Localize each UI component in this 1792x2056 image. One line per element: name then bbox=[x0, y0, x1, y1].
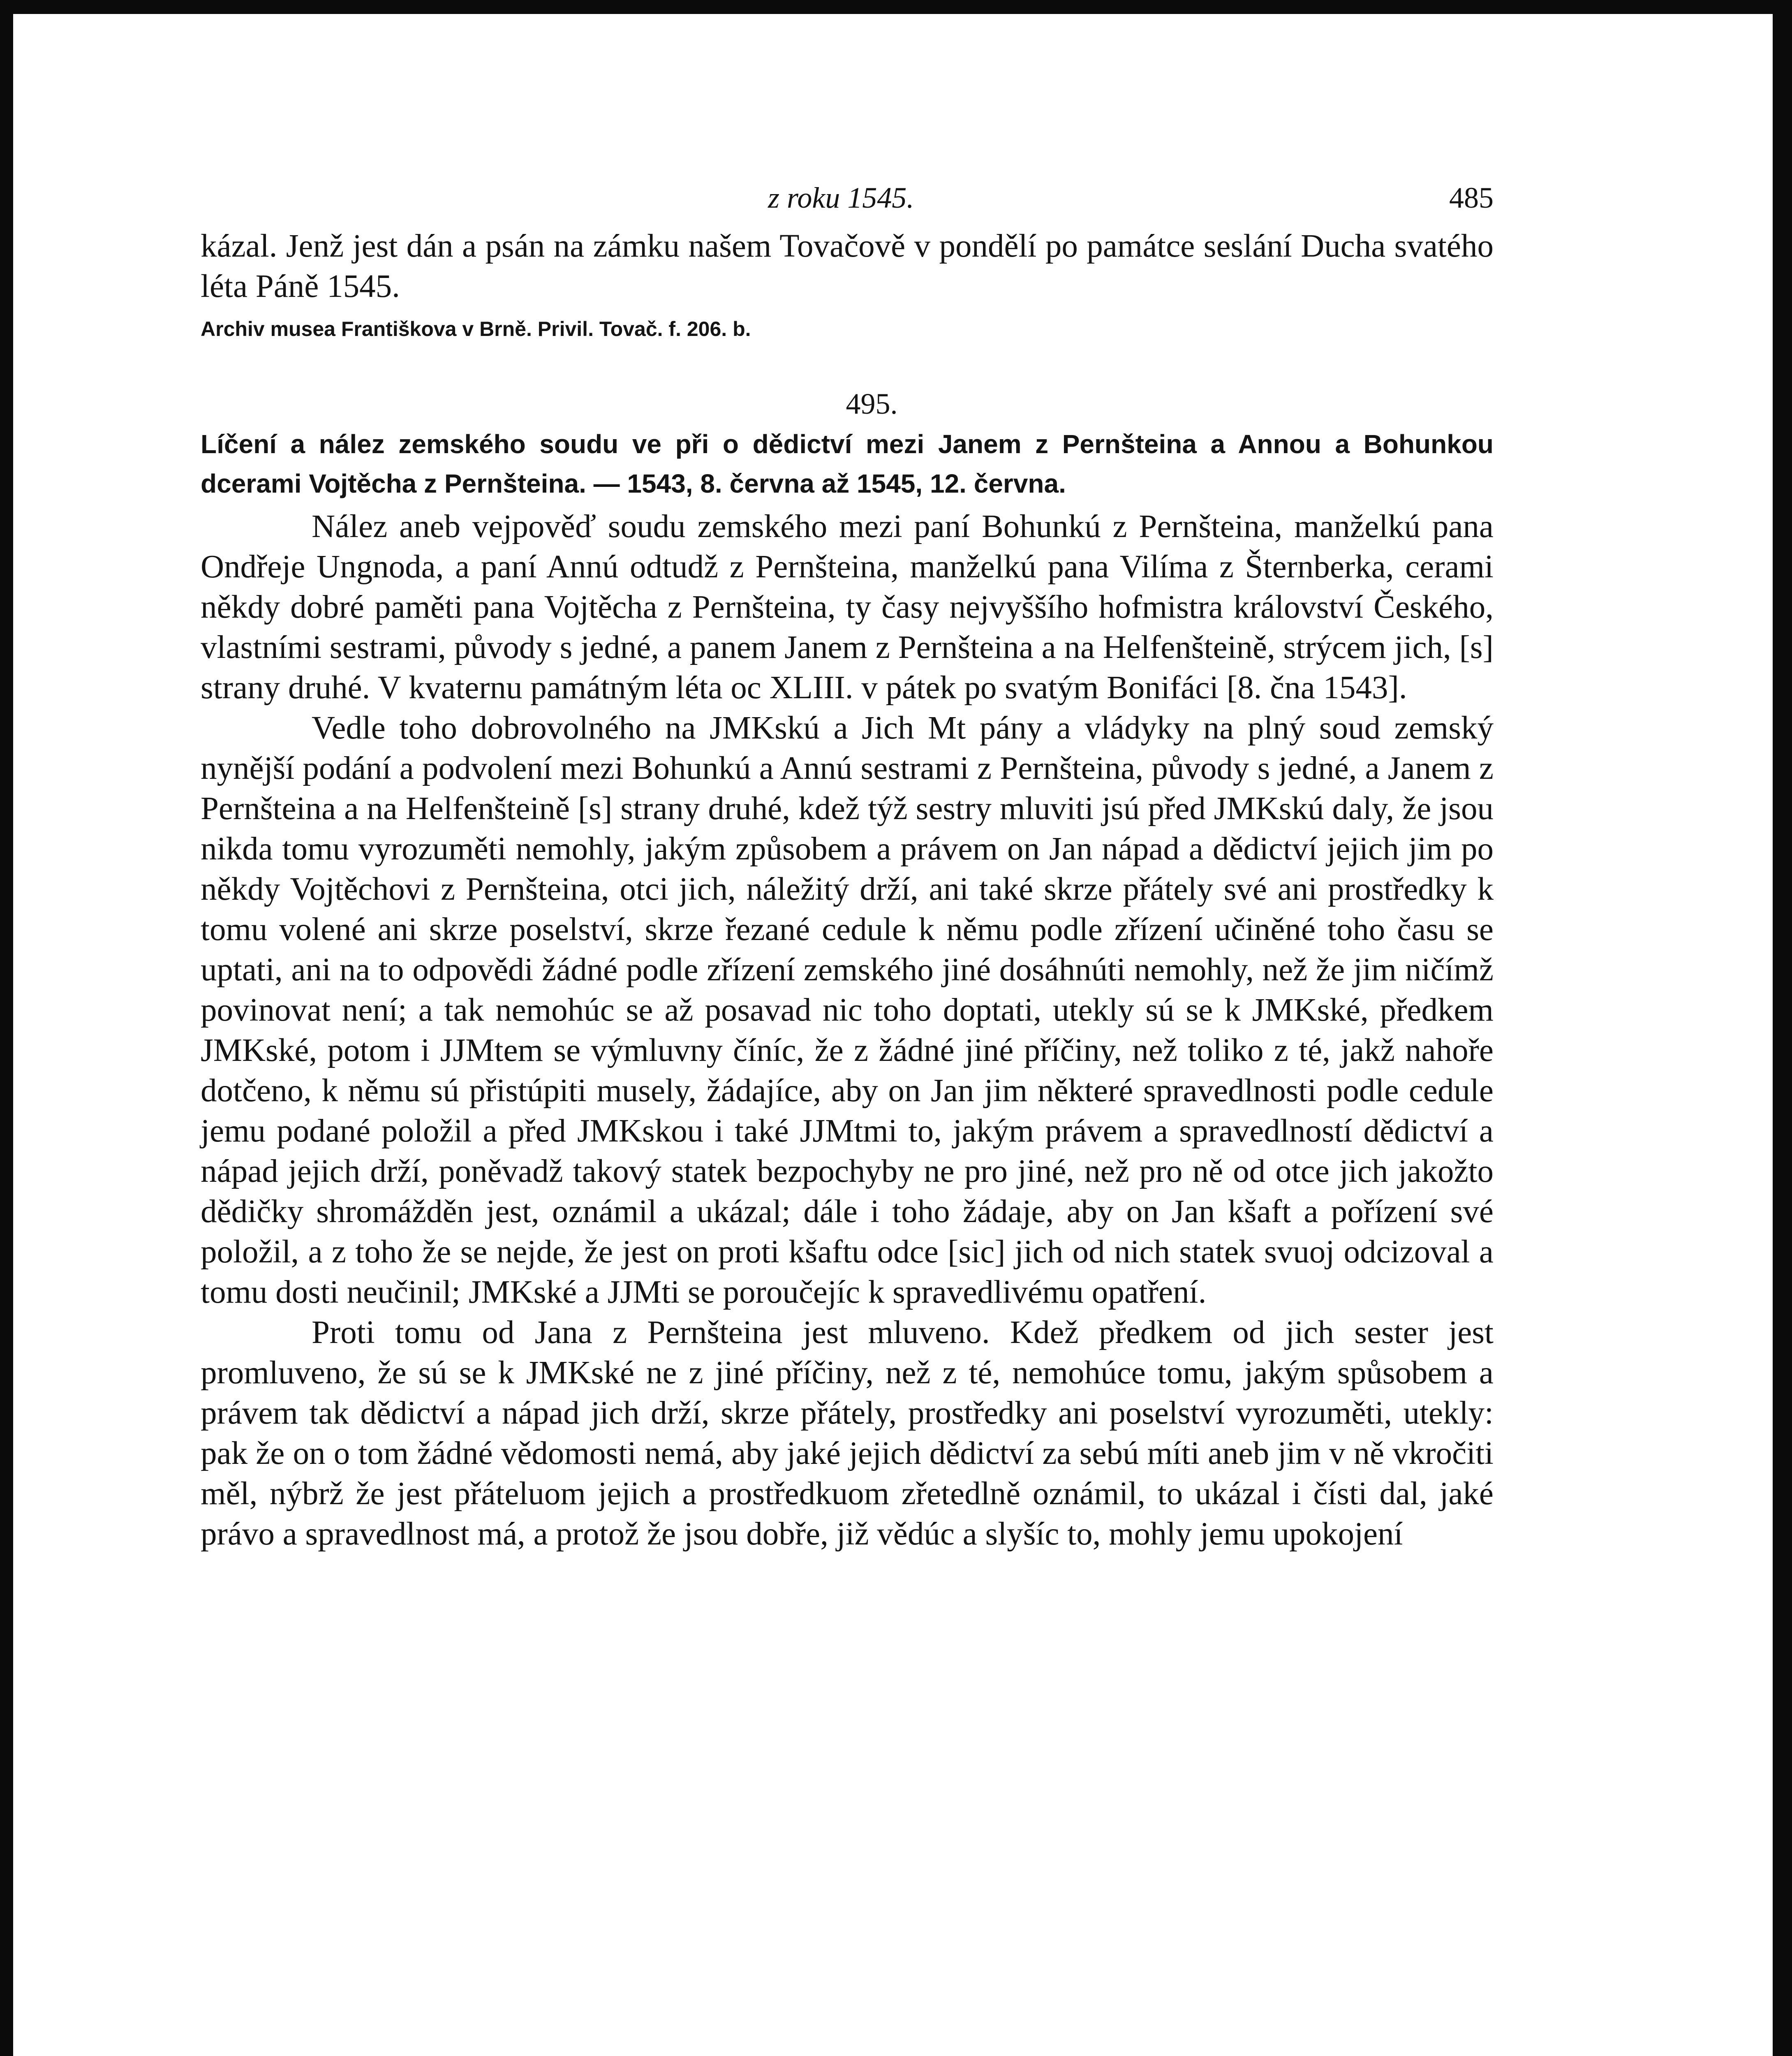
scan-border-right bbox=[1773, 0, 1792, 2056]
scan-border-left bbox=[0, 0, 13, 2056]
source-note: Archiv musea Františkova v Brně. Privil. Tovač. f. 206. b. bbox=[201, 317, 751, 340]
page-content bbox=[201, 181, 1494, 1554]
body-paragraph: Proti tomu od Jana z Pernšteina jest mluveno. Kdež předkem od jich sester jest promluveno, že sú se k JMKské ne z jiné příčiny, než z té, nemohúce tomu, jakým spůsobem a právem tak dědictví a nápad jich drží, skrze přátely, prostředky ani poselství vyrozuměti, utekly: pak že on o tom žádné vědomosti nemá, aby jaké jejich dědictví za sebú míti aneb jim v ně vkročiti měl, nýbrž že jest přáteluom jejich a prostředkuom zřetedlně oznámil, to ukázal i čísti dal, jaké právo a spravedlnost má, a protož že jsou dobře, již vědúc a slyšíc to, mohly jemu upokojení bbox=[201, 1315, 1494, 1552]
running-head-title: z roku 1545. bbox=[768, 181, 914, 214]
scan-border-top bbox=[0, 0, 1792, 14]
page-number: 485 bbox=[1449, 181, 1494, 214]
document-regest: Líčení a nález zemského soudu ve při o dědictví mezi Janem z Pernšteina a Annou a Bohunkou dcerami Vojtěcha z Pernšteina. — 1543, 8. června až 1545, 12. června. bbox=[201, 429, 1494, 498]
opening-paragraph: kázal. Jenž jest dán a psán na zámku našem Tovačově v pondělí po památce seslání Ducha svatého léta Páně 1545. bbox=[201, 228, 1494, 304]
document-number: 495. bbox=[846, 387, 898, 420]
body-paragraph: Nález aneb vejpověď soudu zemského mezi paní Bohunkú z Pernšteina, manželkú pana Ondřeje Ungnoda, a paní Annú odtudž z Pernšteina, manželkú pana Vilíma z Šternberka, cerami někdy dobré paměti pana Vojtěcha z Pernšteina, ty časy nejvyššího hofmistra království Českého, vlastními sestrami, původy s jedné, a panem Janem z Pernšteina a na Helfenšteině, strýcem jich, [s] strany druhé. V kvaternu památným léta oc XLIII. v pátek po svatým Bonifáci [8. čna 1543]. bbox=[201, 509, 1494, 706]
running-head bbox=[201, 181, 1494, 226]
body-paragraph: Vedle toho dobrovolného na JMKskú a Jich Mt pány a vládyky na plný soud zemský nynější podání a podvolení mezi Bohunkú a Annú sestrami z Pernšteina, původy s jedné, a Janem z Pernšteina a na Helfenšteině [s] strany druhé, kdež týž sestry mluviti jsú před JMKskú daly, že jsou nikda tomu vyrozuměti nemohly, jakým způsobem a právem on Jan nápad a dědictví jejich jim po někdy Vojtěchovi z Pernšteina, otci jich, náležitý drží, ani také skrze přátely své ani prostředky k tomu volené ani skrze poselství, skrze řezané cedule k němu podle zřízení učiněné toho času se uptati, ani na to odpovědi žádné podle zřízení zemského jiné dosáhnúti nemohly, než že jim ničímž povinovat není; a tak nemohúc se až posavad nic toho doptati, utekly sú se k JMKské, předkem JMKské, potom i JJMtem se výmluvny číníc, že z žádné jiné příčiny, než toliko z té, jakž nahoře dotčeno, k němu sú přistúpiti musely, žádajíce, aby on Jan jim některé spravedlnosti podle cedule jemu podané položil a před JMKskou i také JJMtmi to, jakým právem a spravedlností dědictví a nápad jejich drží, poněvadž takový statek bezpochyby ne pro jiné, než pro ně od otce jich jakožto dědičky shromážděn jest, oznámil a ukázal; dále i toho žádaje, aby on Jan kšaft a pořízení své položil, a z toho že se nejde, že jest on proti kšaftu odce [sic] jich od nich statek svuoj odcizoval a tomu dosti neučinil; JMKské a JJMti se poroučejíc k spravedlivému opatření. bbox=[201, 710, 1494, 1310]
